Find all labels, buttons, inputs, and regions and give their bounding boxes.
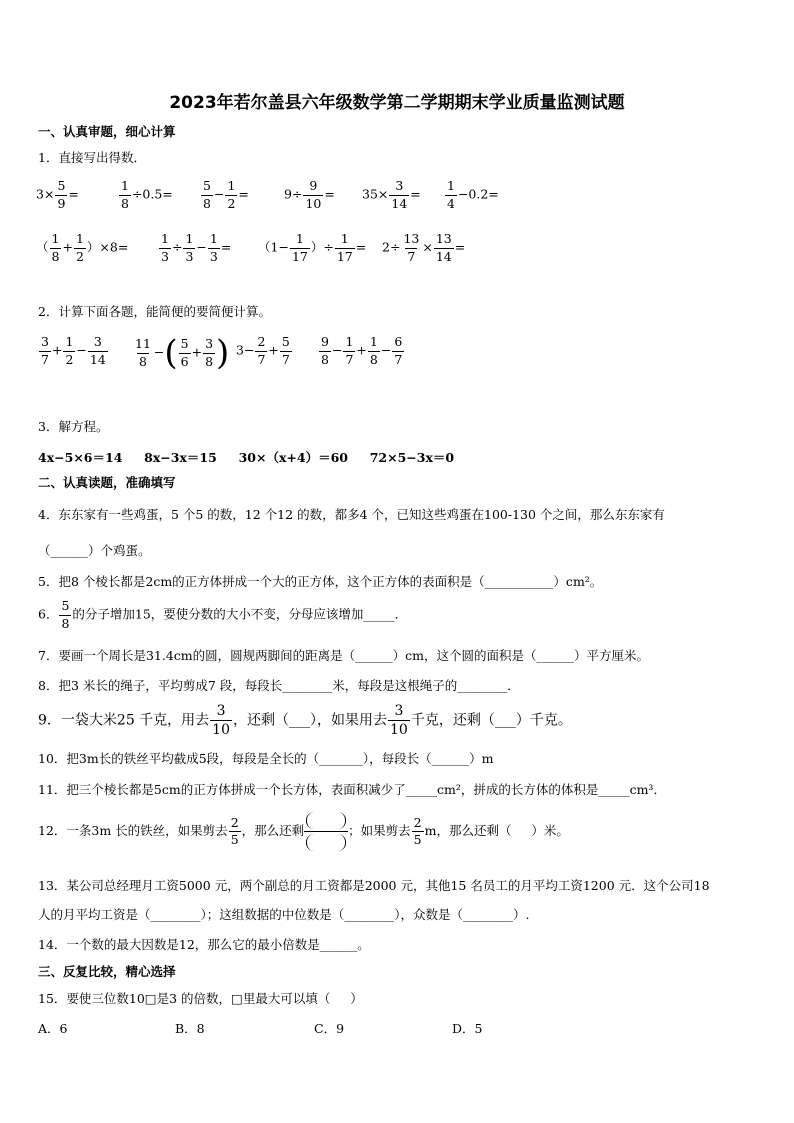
question-6: 6． $\frac{5}{8}$ 的分子增加15，要使分数的大小不变，分母应该增加_____． xyxy=(38,598,408,631)
q1-expr-8: $\frac{1}{3}$ ÷ $\frac{1}{3}$ − $\frac{1}{3}$ = xyxy=(161,231,232,264)
q1-expr-3: $\frac{5}{8}$ − $\frac{1}{2}$ = xyxy=(203,178,249,211)
q1-expr-6: $\frac{1}{4}$ −0.2= xyxy=(447,178,499,211)
question-1: 1．直接写出得数． xyxy=(38,150,146,165)
question-3-equations: 4x−5×6＝14 8x−3x＝15 30×（x+4）＝60 72×5−3x＝0 xyxy=(38,450,455,465)
question-10: 10．把3m长的铁丝平均截成5段，每段是全长的（_______），每段长（______）m xyxy=(38,751,494,766)
section-2-heading: 二、认真读题，准确填写 xyxy=(38,475,176,490)
fraction-blank xyxy=(304,812,348,851)
question-13-cont: 人的月平均工资是（________）；这组数据的中位数是（________），众数是（________）. xyxy=(38,907,530,922)
question-4: 4．东东家有一些鸡蛋，5 个5 的数，12 个12 的数，都多4 个，已知这些鸡蛋在100-130 个之间，那么东东家有 xyxy=(38,507,665,522)
option-d: D．5 xyxy=(452,1021,483,1036)
question-7: 7．要画一个周长是31.4cm的圆，圆规两脚间的距离是（______）cm，这个圆的面积是（______）平方厘米。 xyxy=(38,648,649,663)
question-3: 3．解方程。 xyxy=(38,419,109,434)
question-13: 13．某公司总经理月工资5000 元，两个副总的月工资都是2000 元，其他15 名员工的月平均工资1200 元．这个公司18 xyxy=(38,878,710,893)
q1-expr-10: 2÷ $\frac{13}{7}$ × $\frac{13}{14}$ = xyxy=(382,231,466,264)
option-c: C．9 xyxy=(314,1021,345,1036)
section-3-heading: 三、反复比较，精心选择 xyxy=(38,964,176,979)
q1-expr-9: （1− $\frac{1}{17}$ ）÷ $\frac{1}{17}$ = xyxy=(258,231,367,264)
option-b: B．8 xyxy=(175,1021,205,1036)
q2-expr-2: $\frac{11}{8}$ −( $\frac{5}{6}$ + $\frac{3}{8}$ ) xyxy=(135,333,230,373)
page-title: 2023年若尔盖县六年级数学第二学期期末学业质量监测试题 xyxy=(169,93,625,113)
q1-expr-2: $\frac{1}{8}$ ÷0.5= xyxy=(121,178,173,211)
question-5: 5．把8 个棱长都是2cm的正方体拼成一个大的正方体，这个正方体的表面积是（___________）cm²。 xyxy=(38,574,603,589)
question-14: 14．一个数的最大因数是12，那么它的最小倍数是______。 xyxy=(38,937,370,952)
q1-expr-5: 35× $\frac{3}{14}$ = xyxy=(362,178,421,211)
q1-expr-1: 3× $\frac{5}{9}$ = xyxy=(36,178,79,211)
question-2: 2．计算下面各题，能简便的要简便计算。 xyxy=(38,304,271,319)
option-a: A．6 xyxy=(38,1021,68,1036)
question-4-cont: （______）个鸡蛋。 xyxy=(38,543,151,558)
question-15: 15．要使三位数10□是3 的倍数，□里最大可以填（ ） xyxy=(38,991,363,1006)
q2-expr-1: $\frac{3}{7}$ + $\frac{1}{2}$ − $\frac{3}{14}$ xyxy=(41,334,106,367)
q1-expr-4: 9÷ $\frac{9}{10}$ = xyxy=(284,178,335,211)
q2-expr-3: 3− $\frac{2}{7}$ + $\frac{5}{7}$ xyxy=(236,334,290,367)
question-12: 12．一条3m 长的铁丝，如果剪去 $\frac{2}{5}$ ，那么还剩 ；如果剪去 $\frac{2}{5}$ m，那么还剩（ ）米。 xyxy=(38,812,569,851)
section-1-heading: 一、认真审题，细心计算 xyxy=(38,124,176,139)
question-9: 9．一袋大米25 千克，用去 $\frac{3}{10}$ ，还剩（___），如果用去 $\frac{3}{10}$ 千克，还剩（___）千克。 xyxy=(38,703,572,738)
question-11: 11．把三个棱长都是5cm的正方体拼成一个长方体，表面积减少了_____cm²，拼成的长方体的体积是_____cm³． xyxy=(38,782,666,797)
q2-expr-4: $\frac{9}{8}$ − $\frac{1}{7}$ + $\frac{1}{8}$ − $\frac{6}{7}$ xyxy=(321,334,403,367)
question-8: 8．把3 米长的绳子，平均剪成7 段，每段长________米，每段是这根绳子的________． xyxy=(38,678,520,693)
q1-expr-7: （ $\frac{1}{8}$ + $\frac{1}{2}$ ）×8= xyxy=(36,231,129,264)
